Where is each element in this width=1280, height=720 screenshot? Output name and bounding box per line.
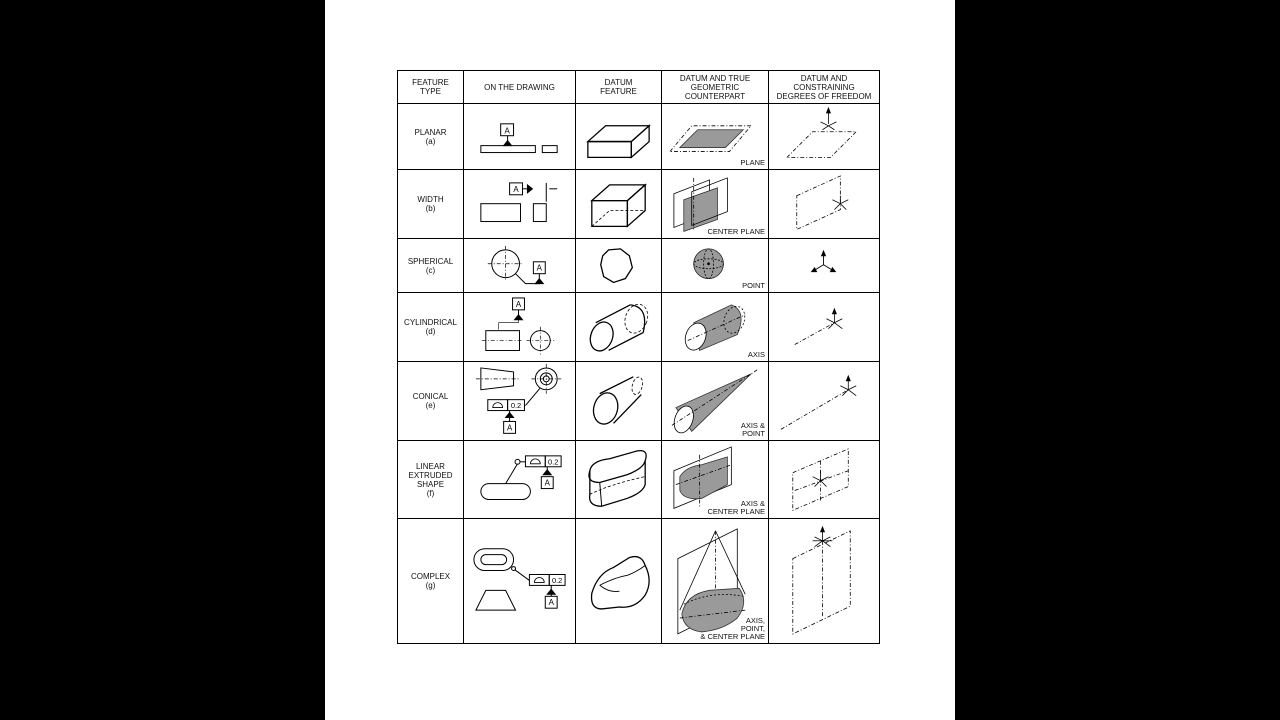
freedom-complex (769, 519, 880, 644)
datum-feature-table (397, 70, 880, 644)
freedom-conical (769, 361, 880, 440)
counterpart-conical (662, 361, 769, 440)
counterpart-label: AXIS, POINT, & CENTER PLANE (700, 616, 765, 642)
header-datum-feature: DATUM FEATURE (576, 71, 662, 104)
counterpart-planar (662, 104, 769, 170)
header-on-the-drawing: ON THE DRAWING (464, 71, 576, 104)
tolerance-value: 0.2 (548, 457, 559, 467)
row-complex (398, 519, 880, 644)
drawing-planar (464, 104, 576, 170)
row-planar (398, 104, 880, 170)
drawing-spherical (464, 238, 576, 293)
drawing-cylindrical (464, 293, 576, 361)
tolerance-value: 0.2 (551, 576, 563, 586)
freedom-linear-extruded (769, 440, 880, 518)
row-conical (398, 361, 880, 440)
row-width (398, 170, 880, 238)
profile-of-surface-icon (530, 459, 540, 464)
datum-letter: A (536, 263, 542, 273)
datum-triangle-icon (506, 412, 514, 417)
datum-triangle-icon (504, 141, 512, 146)
row-spherical (398, 238, 880, 293)
header-feature-type: FEATURE TYPE (398, 71, 464, 104)
datum-feature-linear-extruded (576, 440, 662, 518)
feature-type-label: PLANAR (a) (414, 127, 447, 146)
profile-of-surface-icon (534, 578, 544, 583)
tolerance-value: 0.2 (510, 400, 522, 410)
profile-of-surface-icon (493, 402, 503, 407)
counterpart-linear-extruded (662, 440, 769, 518)
counterpart-label: AXIS & POINT (740, 420, 765, 438)
degree-of-freedom-arrows-icon (832, 196, 848, 210)
counterpart-width (662, 170, 769, 238)
datum-triangle-icon (515, 315, 523, 320)
datum-feature-conical (576, 361, 662, 440)
datum-triangle-icon (543, 470, 551, 475)
freedom-cylindrical (769, 293, 880, 361)
drawing-conical (464, 361, 576, 440)
freedom-planar (769, 104, 880, 170)
datum-feature-planar (576, 104, 662, 170)
datum-feature-complex (576, 519, 662, 644)
drawing-width (464, 170, 576, 238)
datum-letter: A (506, 423, 513, 433)
counterpart-label: AXIS (747, 349, 765, 359)
header-degrees-of-freedom: DATUM AND CONSTRAINING DEGREES OF FREEDOM (769, 71, 880, 104)
counterpart-spherical (662, 238, 769, 293)
datum-letter: A (515, 300, 522, 310)
feature-type-label: COMPLEX (g) (410, 572, 451, 591)
datum-letter: A (504, 126, 510, 136)
counterpart-label: CENTER PLANE (707, 226, 765, 236)
datum-letter: A (513, 185, 519, 195)
datum-letter: A (544, 478, 550, 488)
counterpart-label: POINT (742, 281, 765, 291)
freedom-spherical (769, 238, 880, 293)
counterpart-cylindrical (662, 293, 769, 361)
feature-type-label: CONICAL (e) (412, 391, 449, 410)
drawing-linear-extruded (464, 440, 576, 518)
feature-type-label: LINEAR EXTRUDED SHAPE (f) (408, 461, 453, 498)
document-page (325, 0, 955, 720)
datum-triangle-icon (535, 278, 543, 283)
datum-letter: A (548, 598, 554, 608)
datum-triangle-icon (527, 185, 532, 193)
header-true-geometric-counterpart: DATUM AND TRUE GEOMETRIC COUNTERPART (662, 71, 769, 104)
counterpart-complex (662, 519, 769, 644)
feature-type-label: CYLINDRICAL (d) (404, 318, 457, 336)
feature-type-label: SPHERICAL (c) (407, 256, 454, 275)
datum-feature-width (576, 170, 662, 238)
datum-feature-spherical (576, 238, 662, 293)
row-cylindrical (398, 293, 880, 361)
header-row (398, 71, 880, 104)
drawing-complex (464, 519, 576, 644)
datum-feature-cylindrical (576, 293, 662, 361)
degree-of-freedom-arrows-icon (812, 251, 836, 272)
freedom-width (769, 170, 880, 238)
row-linear-extruded-shape (398, 440, 880, 518)
degree-of-freedom-arrows-icon (821, 108, 837, 130)
feature-type-label: WIDTH (b) (417, 195, 444, 214)
counterpart-label: PLANE (740, 158, 765, 168)
datum-triangle-icon (547, 590, 555, 595)
counterpart-label: AXIS & CENTER PLANE (707, 499, 765, 517)
